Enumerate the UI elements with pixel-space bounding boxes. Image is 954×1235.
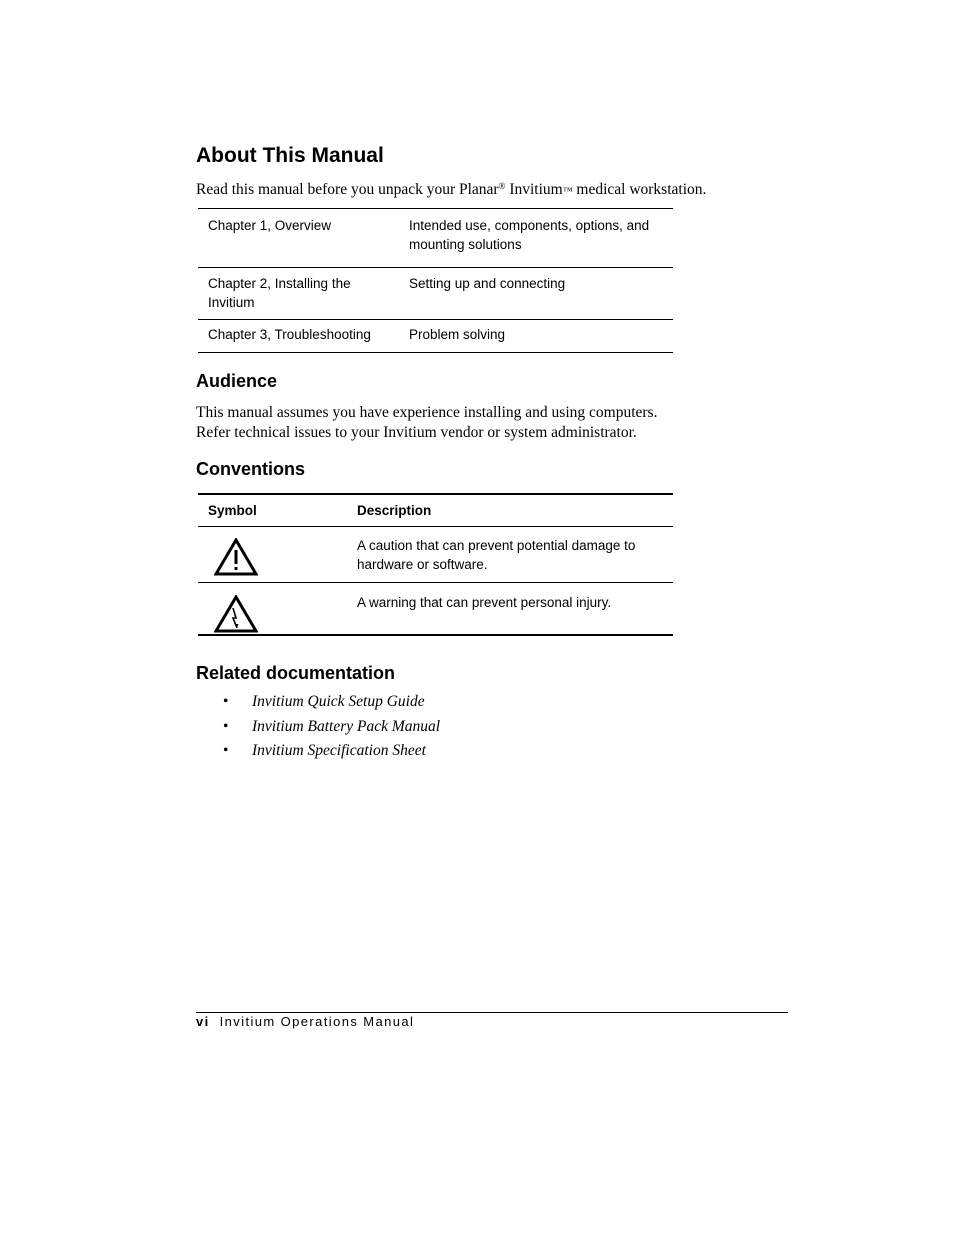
footer-title: Invitium Operations Manual [219, 1014, 415, 1029]
chapter-description-cell: Setting up and connecting [409, 276, 566, 291]
chapter-description-cell: Intended use, components, options, and mounting solutions [409, 218, 650, 252]
page-number: vi [196, 1014, 210, 1029]
table-row [198, 209, 673, 268]
convention-description: A caution that can prevent potential damage to hardware or software. [357, 538, 636, 572]
chapter-cell: Chapter 3, Troubleshooting [208, 327, 371, 342]
table-row [198, 527, 673, 583]
convention-description: A warning that can prevent personal injury. [357, 595, 612, 610]
electrical-warning-icon [214, 595, 258, 633]
related-documentation-heading: Related documentation [196, 663, 396, 683]
chapter-description-cell: Problem solving [409, 327, 506, 342]
intro-text-part: Read this manual before you unpack your Planar [196, 181, 499, 199]
chapter-cell: Chapter 1, Overview [208, 218, 332, 233]
audience-line: Refer technical issues to your Invitium vendor or system administrator. [196, 424, 637, 441]
description-column-header: Description [357, 503, 432, 518]
table-header-row [198, 495, 673, 527]
page-title: About This Manual [196, 144, 384, 167]
document-title: Invitium Quick Setup Guide [252, 693, 425, 710]
intro-text [196, 180, 706, 199]
chapters-table [198, 208, 673, 353]
page-footer [196, 1014, 414, 1029]
bullet: • [223, 717, 229, 735]
conventions-heading: Conventions [196, 459, 306, 479]
trademark-mark: ™ [562, 186, 573, 198]
table-row [198, 320, 673, 353]
document-title: Invitium Specification Sheet [252, 742, 426, 759]
symbol-column-header: Symbol [208, 503, 257, 518]
document-title: Invitium Battery Pack Manual [252, 717, 441, 735]
audience-line: This manual assumes you have experience installing and using computers. [196, 404, 658, 421]
bullet: • [223, 742, 229, 759]
footer-divider [196, 1012, 788, 1013]
audience-heading: Audience [196, 371, 278, 391]
caution-triangle-icon [214, 538, 258, 576]
conventions-table [198, 493, 673, 636]
chapter-cell: Chapter 2, Installing the Invitium [208, 276, 351, 310]
registered-mark: ® [498, 181, 506, 191]
bullet: • [223, 693, 229, 710]
table-row [198, 268, 673, 320]
intro-product-name: Invitium [505, 181, 563, 199]
audience-text [196, 403, 756, 443]
intro-text-part: medical workstation. [572, 181, 707, 199]
table-row [198, 583, 673, 634]
